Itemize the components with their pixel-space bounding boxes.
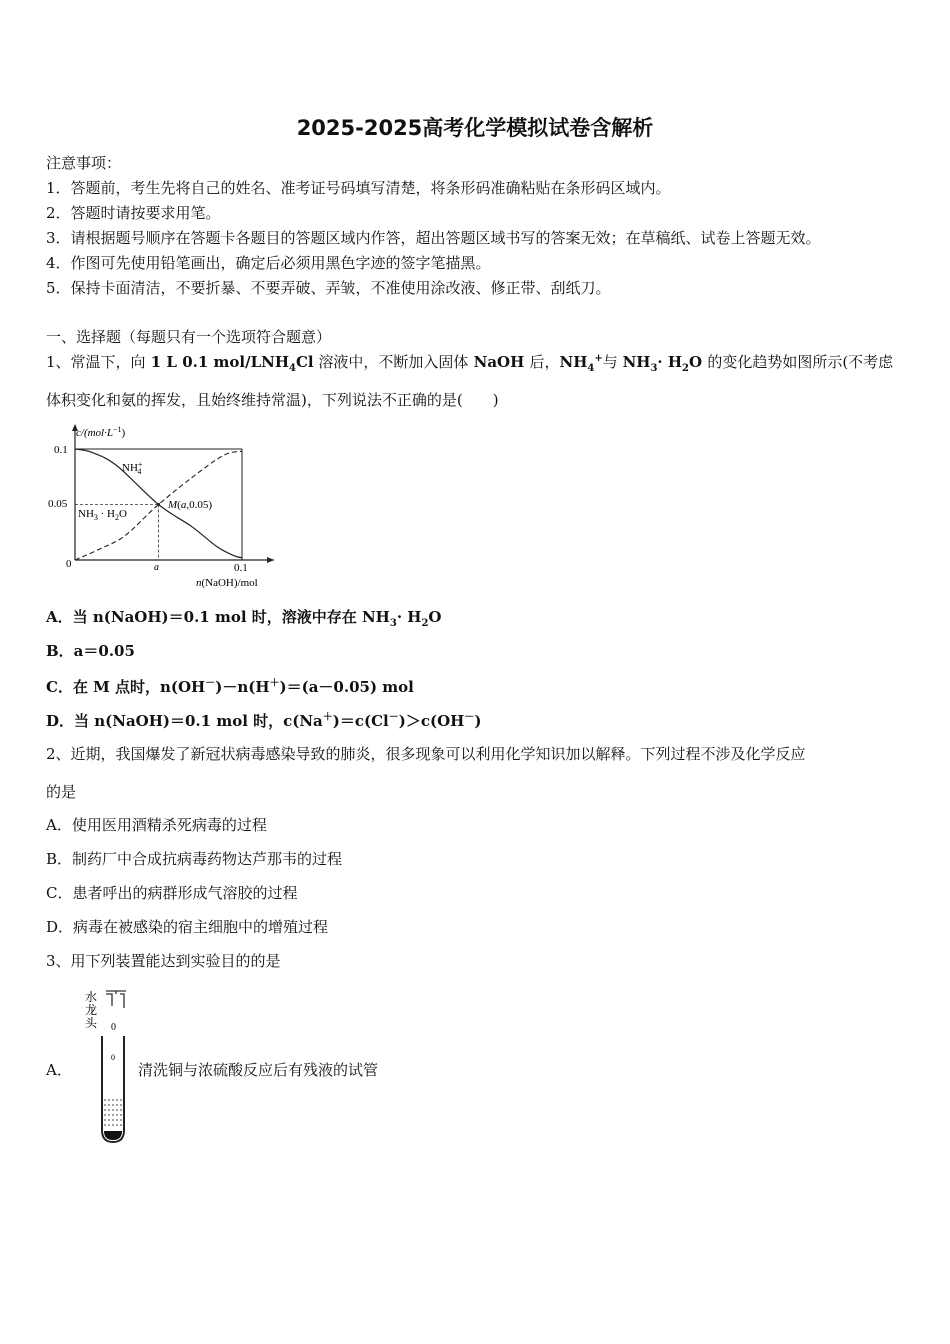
- bubble-mark: 0: [111, 1053, 115, 1062]
- chart-ylabel: $c/(mol\cdot L^{-1})$: [76, 425, 126, 439]
- q1-option-a: A．当 n(NaOH)＝0.1 mol 时，溶液中存在 $NH_3\cdot H_2O$: [46, 608, 442, 629]
- y-tick-label: 0: [66, 558, 72, 570]
- q1-option-b: B．a＝0.05: [46, 642, 135, 660]
- q2-stem-line2: 的是: [46, 783, 77, 801]
- faucet-icon: [106, 991, 126, 1008]
- section-heading: 一、选择题（每题只有一个选项符合题意）: [46, 328, 332, 346]
- notice-item: 2．答题时请按要求用笔。: [46, 204, 221, 222]
- figure-label-char: 头: [85, 1016, 98, 1030]
- notice-item: 5．保持卡面清洁，不要折暴、不要弄破、弄皱，不准使用涂改液、修正带、刮纸刀。: [46, 279, 611, 297]
- test-tube-figure: [76, 984, 136, 1146]
- figure-label-char: 水: [85, 990, 98, 1004]
- q2-option-d: D．病毒在被感染的宿主细胞中的增殖过程: [46, 918, 329, 936]
- notice-item: 1．答题前，考生先将自己的姓名、准考证号码填写清楚，将条形码准确粘贴在条形码区域内。: [46, 179, 671, 197]
- q2-stem-line1: 2、近期，我国爆发了新冠状病毒感染导致的肺炎，很多现象可以利用化学知识加以解释。下列过程不涉及化学反应: [46, 745, 806, 763]
- x-tick-label: 0.1: [234, 562, 248, 574]
- x-tick-label: a: [154, 562, 159, 573]
- q1-stem-line2: 体积变化和氨的挥发，且始终维持常温)，下列说法不正确的是( ): [46, 391, 499, 409]
- page-title: 2025-2025高考化学模拟试卷含解析: [296, 116, 654, 140]
- point-m-label: M(a,0.05): [168, 499, 213, 511]
- q2-option-a: A．使用医用酒精杀死病毒的过程: [46, 816, 267, 834]
- chart-xlabel: n(NaOH)/mol: [196, 577, 258, 589]
- water-drop-mark: 0: [111, 1022, 116, 1033]
- q1-option-c: C．在 M 点时，n(OH－)－n(H＋)＝(a－0.05) mol: [46, 678, 414, 696]
- chart-plot-area: [48, 424, 274, 589]
- series-label-nh4: NH+ 4: [122, 460, 143, 476]
- y-tick-label: 0.05: [48, 498, 68, 510]
- notice-item: 4．作图可先使用铅笔画出，确定后必须用黑色字迹的签字笔描黑。: [46, 254, 491, 272]
- y-tick-label: 0.1: [54, 444, 68, 456]
- q3-option-a-letter: A．: [46, 1061, 72, 1079]
- q2-option-b: B．制药厂中合成抗病毒药物达芦那韦的过程: [46, 850, 343, 868]
- notice-item: 3．请根据题号顺序在答题卡各题目的答题区域内作答，超出答题区域书写的答案无效；在草稿纸、试卷上答题无效。: [46, 229, 821, 247]
- q3-stem: 3、用下列装置能达到实验目的的是: [46, 952, 281, 970]
- figure-label-char: 龙: [85, 1003, 98, 1017]
- q2-option-c: C．患者呼出的病群形成气溶胶的过程: [46, 884, 298, 902]
- notice-heading: 注意事项：: [46, 154, 122, 172]
- series-label-nh3h2o: $NH_3 \cdot H_2O$: [78, 508, 127, 522]
- q1-chart: [40, 420, 290, 595]
- q1-option-d: D．当 n(NaOH)＝0.1 mol 时，c(Na＋)＝c(Cl－)＞c(OH－): [46, 712, 482, 730]
- q1-stem-line1: 1、常温下，向 1 L 0.1 mol/$LNH_4Cl$ 溶液中，不断加入固体 NaOH 后，$NH_4^+$与 $NH_3\cdot H_2O$ 的变化趋势如图所示(不考虑: [46, 353, 894, 374]
- q3-option-a-text: 清洗铜与浓硫酸反应后有残液的试管: [138, 1061, 379, 1079]
